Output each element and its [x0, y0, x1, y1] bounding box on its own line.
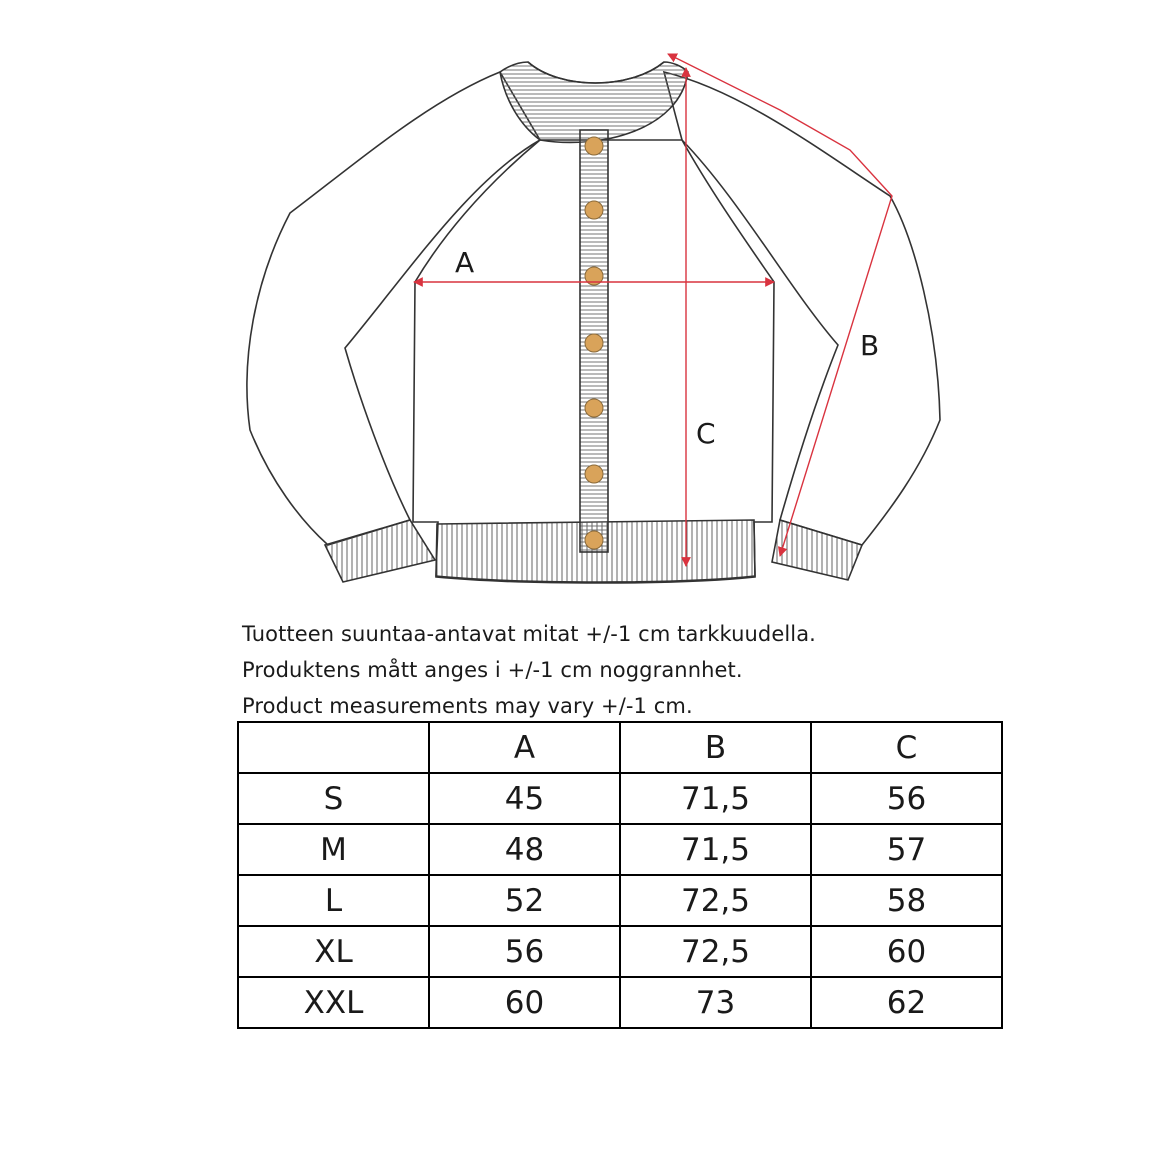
size-cell: XL [238, 926, 429, 977]
value-cell: 62 [811, 977, 1002, 1028]
header-cell: B [620, 722, 811, 773]
label-b: B [860, 329, 880, 362]
note-swedish: Produktens mått anges i +/-1 cm noggrannhet. [242, 658, 743, 682]
value-cell: 72,5 [620, 875, 811, 926]
table-row [238, 824, 1002, 875]
value-cell: 45 [429, 773, 620, 824]
value-cell: 57 [811, 824, 1002, 875]
label-c: C [696, 417, 716, 450]
button [585, 399, 603, 417]
value-cell: 52 [429, 875, 620, 926]
table-header-row [238, 722, 1002, 773]
button [585, 531, 603, 549]
header-cell [238, 722, 429, 773]
table-row [238, 875, 1002, 926]
value-cell: 72,5 [620, 926, 811, 977]
value-cell: 60 [429, 977, 620, 1028]
size-cell: S [238, 773, 429, 824]
button [585, 137, 603, 155]
value-cell: 56 [429, 926, 620, 977]
label-a: A [455, 246, 475, 279]
size-cell: L [238, 875, 429, 926]
measurement-notes [242, 616, 1002, 724]
size-cell: XXL [238, 977, 429, 1028]
header-cell: A [429, 722, 620, 773]
button [585, 201, 603, 219]
size-table [237, 721, 1003, 1029]
table-row [238, 926, 1002, 977]
table-row [238, 773, 1002, 824]
value-cell: 48 [429, 824, 620, 875]
note-finnish: Tuotteen suuntaa-antavat mitat +/-1 cm tarkkuudella. [242, 622, 816, 646]
table-row [238, 977, 1002, 1028]
button [585, 465, 603, 483]
header-cell: C [811, 722, 1002, 773]
note-english: Product measurements may vary +/-1 cm. [242, 694, 693, 718]
value-cell: 60 [811, 926, 1002, 977]
value-cell: 73 [620, 977, 811, 1028]
value-cell: 71,5 [620, 824, 811, 875]
size-cell: M [238, 824, 429, 875]
button [585, 334, 603, 352]
value-cell: 71,5 [620, 773, 811, 824]
value-cell: 56 [811, 773, 1002, 824]
value-cell: 58 [811, 875, 1002, 926]
